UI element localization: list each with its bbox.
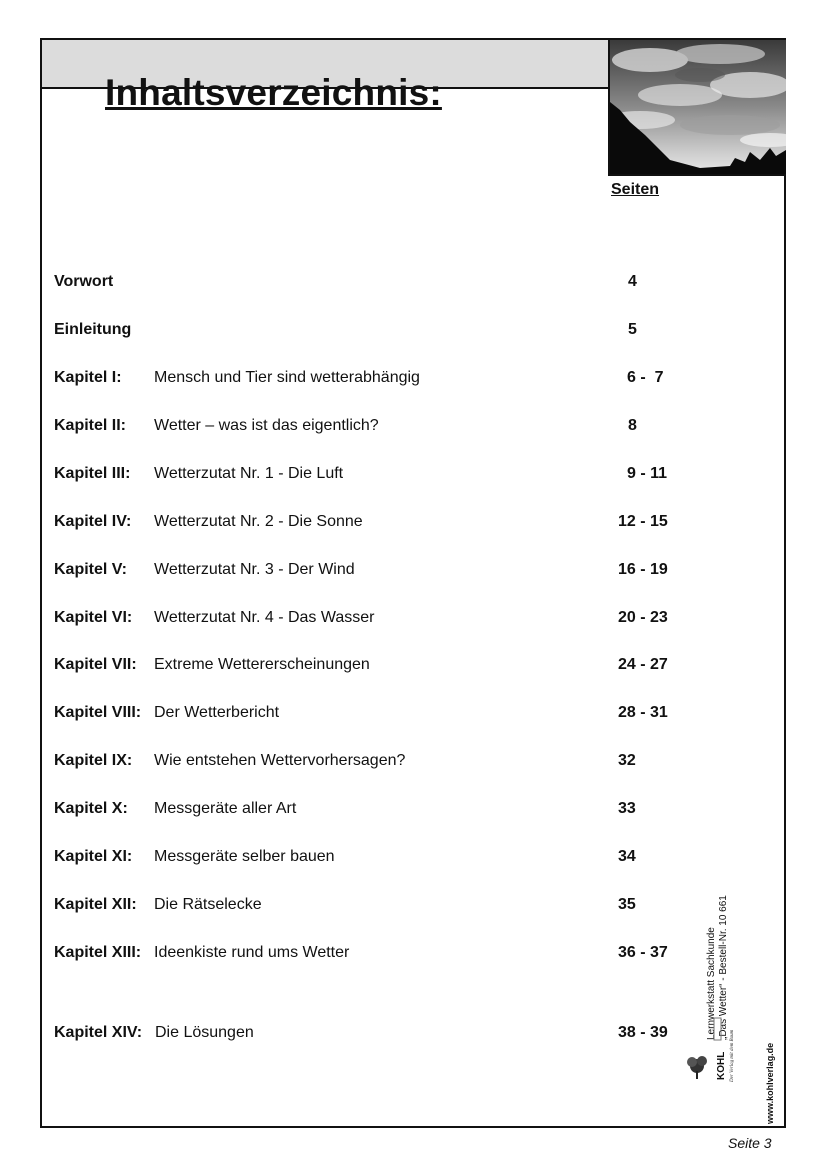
toc-pages: 36 - 37 (618, 944, 668, 961)
toc-label: Kapitel VIII: (54, 704, 142, 721)
toc-row (54, 896, 694, 918)
toc-row (54, 273, 694, 295)
toc-row (54, 752, 694, 774)
toc-text: Der Wetterbericht (154, 704, 280, 721)
toc-row (54, 704, 694, 726)
toc-text: Mensch und Tier sind wetterabhängig (154, 369, 420, 386)
toc-row (54, 465, 694, 487)
series-title: Lernwerkstatt Sachkunde (706, 927, 717, 1040)
toc-pages: 16 - 19 (618, 561, 668, 578)
toc-pages: 9 - 11 (627, 465, 668, 482)
toc-row (54, 944, 694, 966)
toc-label: Kapitel V: (54, 561, 127, 578)
toc-label: Kapitel XI: (54, 848, 133, 865)
toc-pages: 32 (618, 752, 636, 769)
toc-label: Kapitel IV: (54, 513, 132, 530)
toc-text: Wetterzutat Nr. 3 - Der Wind (154, 561, 355, 578)
toc-text: Wie entstehen Wettervorhersagen? (154, 752, 406, 769)
toc-text: Wetterzutat Nr. 2 - Die Sonne (154, 513, 363, 530)
toc-pages: 24 - 27 (618, 656, 668, 673)
toc-pages: 34 (618, 848, 636, 865)
svg-text:Der Verlag mit dem Baum: Der Verlag mit dem Baum (730, 1029, 735, 1082)
toc-label: Kapitel VI: (54, 609, 133, 626)
svg-text:KOHL: KOHL (716, 1051, 727, 1080)
toc-text: Wetterzutat Nr. 4 - Das Wasser (154, 609, 375, 626)
toc-pages: 33 (618, 800, 636, 817)
toc-text: Wetterzutat Nr. 1 - Die Luft (154, 465, 344, 482)
toc-pages: 4 (628, 273, 637, 290)
toc-row (54, 417, 694, 439)
toc-label: Einleitung (54, 321, 132, 338)
toc-label: Kapitel X: (54, 800, 128, 817)
toc-pages: 35 (618, 896, 636, 913)
toc-label: Kapitel XIV: (54, 1024, 143, 1041)
toc-label: Kapitel VII: (54, 656, 137, 673)
toc-text: Die Rätselecke (154, 896, 262, 913)
page-number: Seite 3 (728, 1135, 772, 1151)
toc-pages: 20 - 23 (618, 609, 668, 626)
toc-row (54, 848, 694, 870)
toc-pages: 38 - 39 (618, 1024, 668, 1041)
toc-text: Ideenkiste rund ums Wetter (154, 944, 350, 961)
publisher-url-wrap (764, 1043, 776, 1124)
toc-row (54, 561, 694, 583)
toc-label: Vorwort (54, 273, 114, 290)
toc-row (54, 800, 694, 822)
toc-text: Messgeräte selber bauen (154, 848, 335, 865)
toc-label: Kapitel III: (54, 465, 131, 482)
toc-row (54, 369, 694, 391)
kohl-logo (686, 1016, 736, 1082)
page-title: Inhaltsverzeichnis: (105, 72, 442, 113)
toc-label: Kapitel XII: (54, 896, 137, 913)
toc-pages: 12 - 15 (618, 513, 668, 530)
pages-column-header: Seiten (611, 181, 660, 198)
toc-pages: 28 - 31 (618, 704, 668, 721)
publisher-url: www.kohlverlag.de (765, 1042, 775, 1124)
toc-text: Messgeräte aller Art (154, 800, 297, 817)
toc-row (54, 1024, 694, 1046)
toc-row (54, 609, 694, 631)
toc-label: Kapitel XIII: (54, 944, 142, 961)
toc-text: Die Lösungen (155, 1024, 254, 1041)
sky-photo (608, 40, 786, 176)
toc-row (54, 513, 694, 535)
toc-pages: 5 (628, 321, 637, 338)
toc-text: Extreme Wettererscheinungen (154, 656, 370, 673)
toc-label: Kapitel II: (54, 417, 127, 434)
toc-label: Kapitel I: (54, 369, 122, 386)
toc-pages: 8 (628, 417, 637, 434)
toc-pages: 6 - 7 (627, 369, 664, 386)
toc-text: Wetter – was ist das eigentlich? (154, 417, 379, 434)
toc-row (54, 656, 694, 678)
toc-label: Kapitel IX: (54, 752, 133, 769)
toc-row (54, 321, 694, 343)
order-number: „Das Wetter“ - Bestell-Nr. 10 661 (718, 895, 729, 1040)
